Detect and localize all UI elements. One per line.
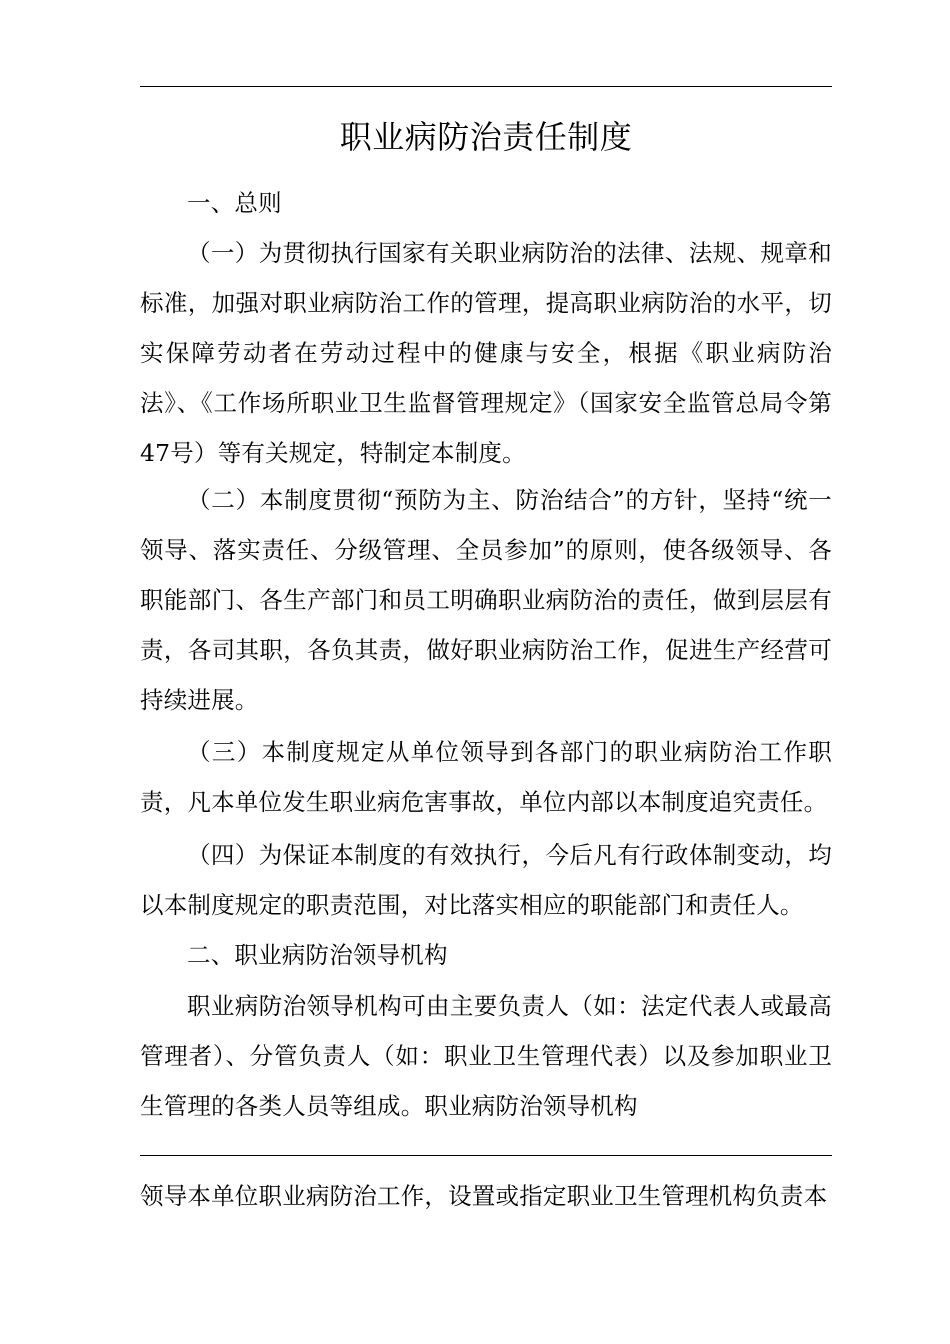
paragraph-6-continuation: 领导本单位职业病防治工作，设置或指定职业卫生管理机构负责本 <box>140 1182 828 1210</box>
paragraph-2: （二）本制度贯彻“预防为主、防治结合”的方针，坚持“统一领导、落实责任、分级管理、全员参加”的原则，使各级领导、各职能部门、各生产部门和员工明确职业病防治的责任，做到层层有责，各司其职，各负其责，做好职业病防治工作，促进生产经营可持续进展。 <box>140 486 832 714</box>
page-break-rule <box>140 1155 832 1156</box>
top-rule <box>140 86 832 87</box>
paragraph-5: 职业病防治领导机构可由主要负责人（如：法定代表人或最高管理者）、分管负责人（如：职业卫生管理代表）以及参加职业卫生管理的各类人员等组成。职业病防治领导机构 <box>140 992 832 1120</box>
section-heading-general: 一、总则 <box>187 189 282 217</box>
paragraph-1: （一）为贯彻执行国家有关职业病防治的法律、法规、规章和标准，加强对职业病防治工作的管理，提高职业病防治的水平，切实保障劳动者在劳动过程中的健康与安全，根据《职业病防治法》、《工作场所职业卫生监督管理规定》（国家安全监管总局令第47号）等有关规定，特制定本制度。 <box>140 239 832 467</box>
paragraph-3: （三）本制度规定从单位领导到各部门的职业病防治工作职责，凡本单位发生职业病危害事故，单位内部以本制度追究责任。 <box>140 738 832 816</box>
paragraph-4: （四）为保证本制度的有效执行，今后凡有行政体制变动，均以本制度规定的职责范围，对比落实相应的职能部门和责任人。 <box>140 841 832 919</box>
document-title: 职业病防治责任制度 <box>339 118 633 156</box>
section-heading-leadership: 二、职业病防治领导机构 <box>187 941 448 969</box>
